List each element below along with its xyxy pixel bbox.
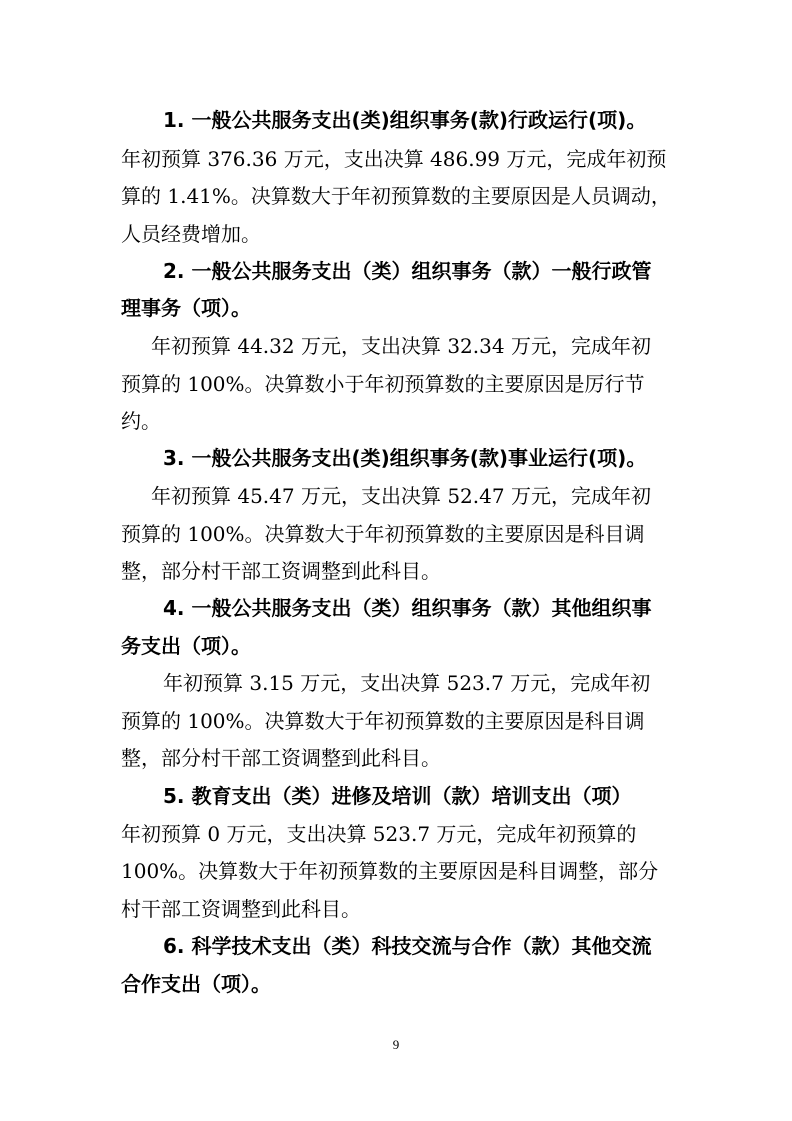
- heading-4-cont: 务支出（项）。: [121, 634, 251, 658]
- heading-1: 1. 一般公共服务支出(类)组织事务(款)行政运行(项)。: [163, 108, 647, 132]
- heading-4: 4. 一般公共服务支出（类）组织事务（款）其他组织事: [163, 596, 652, 620]
- body-line: 预算的 100%。决算数小于年初预算数的主要原因是厉行节: [121, 372, 645, 396]
- body-line: 预算的 100%。决算数大于年初预算数的主要原因是科目调: [121, 522, 645, 546]
- heading-6: 6. 科学技术支出（类）科技交流与合作（款）其他交流: [163, 934, 652, 958]
- body-line: 整，部分村干部工资调整到此科目。: [121, 559, 441, 583]
- body-line: 约。: [121, 409, 161, 433]
- body-line: 人员经费增加。: [121, 222, 261, 246]
- heading-5: 5. 教育支出（类）进修及培训（款）培训支出（项）: [163, 784, 632, 808]
- body-line: 100%。决算数大于年初预算数的主要原因是科目调整，部分: [121, 859, 659, 883]
- body-line: 年初预算 3.15 万元，支出决算 523.7 万元，完成年初: [163, 671, 651, 695]
- body-line: 年初预算 45.47 万元，支出决算 52.47 万元，完成年初: [151, 484, 651, 508]
- body-line: 村干部工资调整到此科目。: [121, 897, 361, 921]
- body-line: 整，部分村干部工资调整到此科目。: [121, 746, 441, 770]
- body-line: 预算的 100%。决算数大于年初预算数的主要原因是科目调: [121, 709, 645, 733]
- page-number: 9: [392, 1037, 400, 1052]
- body-line: 年初预算 376.36 万元，支出决算 486.99 万元，完成年初预: [121, 147, 667, 171]
- heading-2: 2. 一般公共服务支出（类）组织事务（款）一般行政管: [163, 259, 652, 283]
- body-line: 年初预算 44.32 万元，支出决算 32.34 万元，完成年初: [151, 334, 651, 358]
- body-line: 算的 1.41%。决算数大于年初预算数的主要原因是人员调动，: [121, 184, 671, 208]
- heading-3: 3. 一般公共服务支出(类)组织事务(款)事业运行(项)。: [163, 446, 647, 470]
- heading-2-cont: 理事务（项）。: [121, 296, 251, 320]
- heading-6-cont: 合作支出（项）。: [121, 972, 271, 996]
- body-line: 年初预算 0 万元，支出决算 523.7 万元，完成年初预算的: [121, 822, 637, 846]
